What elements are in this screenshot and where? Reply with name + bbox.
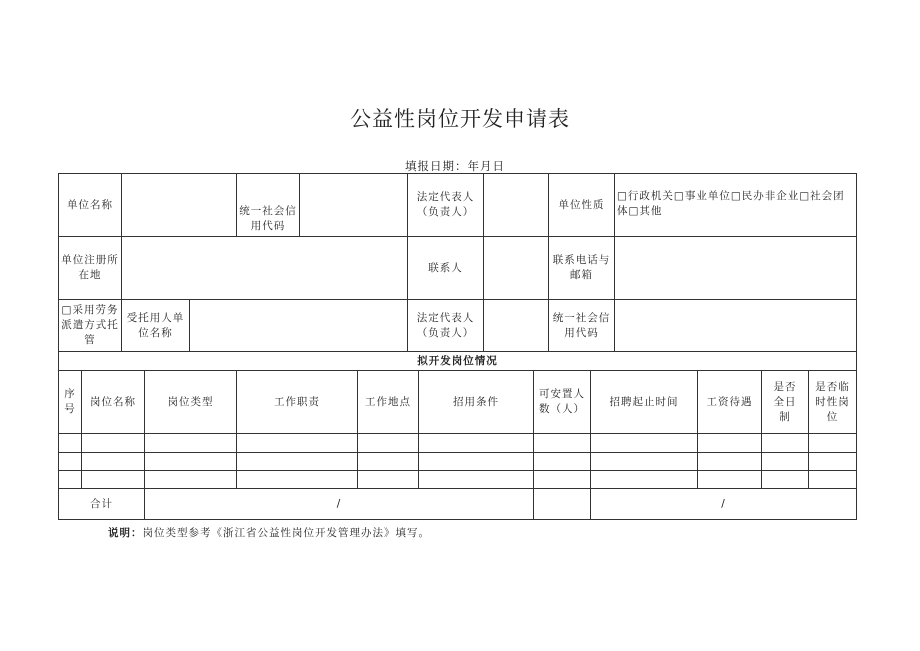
entrusted-unit-input[interactable] [190,300,407,351]
col-header-period: 招聘起止时间 [609,395,679,408]
unit-name-label: 单位名称 [67,198,113,211]
section-title: 拟开发岗位情况 [417,354,498,367]
dispatch-checkbox-label[interactable]: □采用劳务派遣方式托管 [61,304,119,346]
total-slash-left: / [336,497,342,510]
footnote-text: 岗位类型参考《浙江省公益性岗位开发管理办法》填写。 [142,527,430,539]
col-header-seq: 序号 [64,388,76,415]
table-row[interactable] [59,453,856,470]
form-title: 公益性岗位开发申请表 [350,107,570,131]
total-label: 合计 [90,497,113,510]
entrusted-unit-label: 受托用人单位名称 [126,311,185,339]
legal-rep-label: 法定代表人（负责人） [416,191,475,218]
grid-line [856,173,857,520]
col-header-post-name: 岗位名称 [90,395,136,408]
table-row[interactable] [59,434,856,452]
total-headcount[interactable] [534,489,590,519]
col-header-duties: 工作职责 [274,395,320,408]
total-slash-right: / [721,497,726,510]
fill-date: 填报日期：年月日 [405,159,505,173]
col-header-temporary: 是否临时性岗位 [815,380,850,423]
col-header-headcount: 可安置人数（人） [539,388,585,415]
col-header-post-type: 岗位类型 [167,395,214,408]
table-row[interactable] [59,471,856,488]
col-header-location: 工作地点 [365,395,411,408]
credit-code-label-2: 统一社会信用代码 [552,311,611,339]
unit-name-input[interactable] [122,174,236,236]
unit-nature-label: 单位性质 [558,198,605,211]
credit-code-input[interactable] [300,174,407,236]
phone-email-input[interactable] [615,237,856,299]
col-header-requirements: 招用条件 [453,395,499,408]
phone-email-label: 联系电话与邮箱 [552,254,611,281]
col-header-fulltime: 是否全日制 [773,380,797,423]
footnote [108,525,430,540]
contact-label: 联系人 [428,261,463,274]
reg-address-input[interactable] [122,237,407,299]
legal-rep-input[interactable] [484,174,548,236]
col-header-salary: 工资待遇 [706,395,753,408]
grid-line [58,519,857,520]
reg-address-label: 单位注册所在地 [61,254,119,281]
footnote-prefix: 说明： [108,527,143,539]
credit-code-input-2[interactable] [615,300,856,351]
legal-rep-input-2[interactable] [484,300,548,351]
credit-code-label: 统一社会信用代码 [239,205,297,232]
legal-rep-label-2: 法定代表人（负责人） [416,311,475,339]
contact-input[interactable] [484,237,548,299]
unit-nature-options[interactable]: □行政机关□事业单位□民办非企业□社会团体□其他 [617,190,845,217]
